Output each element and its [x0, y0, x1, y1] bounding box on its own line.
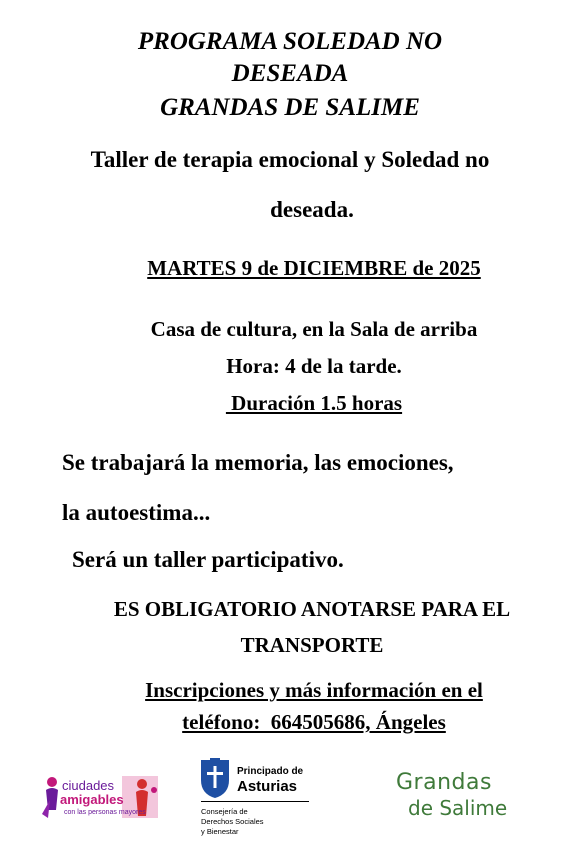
- consejeria-label: [201, 807, 321, 837]
- event-place: Casa de cultura, en la Sala de arriba: [150, 317, 478, 341]
- asturias-shield-icon: [197, 756, 233, 800]
- contact-line-2: teléfono: 664505686, Ángeles: [182, 710, 446, 734]
- body-line-2: la autoestima...: [62, 500, 211, 525]
- subtitle-line-1: Taller de terapia emocional y Soledad no: [90, 147, 490, 172]
- subtitle-line-2: deseada.: [270, 197, 354, 222]
- event-duration: Duración 1.5 horas: [225, 391, 403, 415]
- body-line-1: Se trabajará la memoria, las emociones,: [62, 450, 454, 475]
- ciudades-label: ciudades: [62, 778, 115, 793]
- principado-label: Principado de: [237, 766, 304, 777]
- title-line-2: DESEADA: [231, 60, 349, 87]
- notice-line-1: ES OBLIGATORIO ANOTARSE PARA EL: [113, 597, 511, 621]
- event-date: MARTES 9 de DICIEMBRE de 2025: [147, 256, 481, 280]
- title-line-3: GRANDAS DE SALIME: [160, 94, 420, 121]
- contact-line-1: Inscripciones y más información en el: [145, 678, 483, 702]
- consejeria-line-1: Consejería de: [201, 807, 248, 816]
- ciudades-amigables-logo: [38, 770, 160, 830]
- notice-line-2: TRANSPORTE: [240, 633, 384, 657]
- consejeria-line-2: Derechos Sociales: [201, 817, 264, 826]
- de-salime-label: de Salime: [408, 796, 508, 820]
- personas-mayores-label: con las personas mayores: [64, 809, 146, 816]
- grandas-label: Grandas: [396, 770, 492, 795]
- divider: [201, 801, 309, 802]
- consejeria-line-3: y Bienestar: [201, 827, 239, 836]
- asturias-label: Asturias: [237, 778, 298, 795]
- asturias-logo: [197, 756, 327, 840]
- title-line-1: PROGRAMA SOLEDAD NO: [137, 28, 443, 55]
- grandas-de-salime-logo: [392, 764, 512, 826]
- event-time: Hora: 4 de la tarde.: [226, 354, 402, 378]
- amigables-label: amigables: [60, 792, 124, 807]
- body-line-3: Será un taller participativo.: [72, 547, 344, 572]
